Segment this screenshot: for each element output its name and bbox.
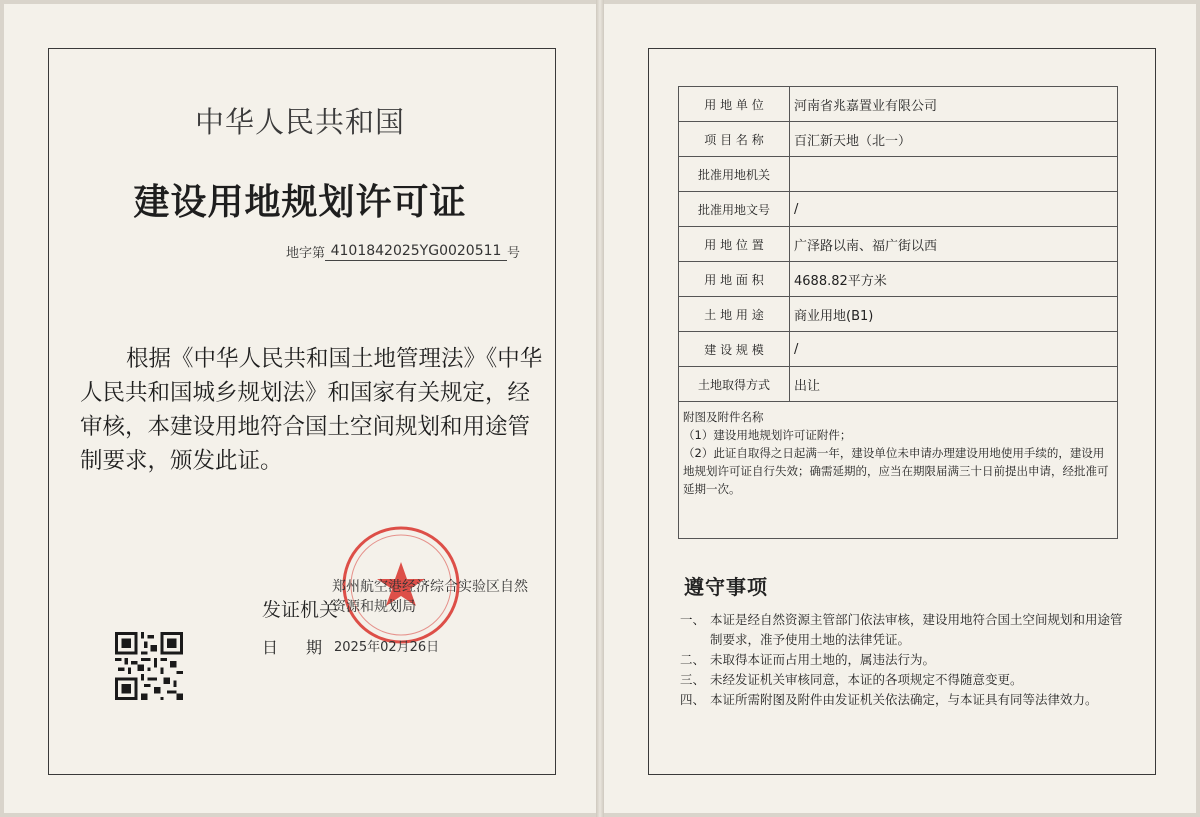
table-row (679, 87, 1118, 122)
row-label: 土 地 用 途 (679, 297, 790, 332)
attachment-item: （1）建设用地规划许可证附件； (683, 428, 852, 442)
attachment-item: （2）此证自取得之日起满一年，建设单位未申请办理建设用地使用手续的，建设用地规划许可证自行失效；确需延期的，应当在期限届满三十日前提出申请，经批准可延期一次。 (683, 446, 1109, 496)
table-row (679, 262, 1118, 297)
table-row (679, 332, 1118, 367)
attachments-row (679, 402, 1118, 539)
date-label-part-2: 期 (305, 638, 322, 657)
notice-text: 未经发证机关审核同意，本证的各项规定不得随意变更。 (710, 672, 1023, 687)
issuer-name: 郑州航空港经济综合实验区自然资源和规划局 (332, 579, 528, 615)
date-label-part-1: 日 (262, 638, 279, 657)
notice-number: 四、 (680, 692, 706, 707)
notice-number: 一、 (680, 612, 706, 627)
page-fold (596, 0, 604, 817)
issuer-label: 发证机关 (262, 599, 339, 621)
notice-number: 三、 (680, 672, 706, 687)
notice-title: 遵守事项 (684, 575, 768, 599)
notice-text: 本证是经自然资源主管部门依法审核，建设用地符合国土空间规划和用途管制要求，准予使用土地的法律凭证。 (710, 612, 1123, 647)
cert-prefix: 地字第 (286, 246, 326, 261)
row-label: 土地取得方式 (679, 367, 790, 402)
row-label: 用 地 单 位 (679, 87, 790, 122)
list-item (680, 610, 1130, 650)
row-label: 用 地 位 置 (679, 227, 790, 262)
row-value (790, 157, 1118, 192)
table-row (679, 367, 1118, 402)
row-value: 广泽路以南、福广街以西 (790, 227, 1118, 262)
row-value: / (790, 192, 1118, 227)
row-value: 出让 (790, 367, 1118, 402)
notice-list (680, 610, 1130, 710)
row-label: 项 目 名 称 (679, 122, 790, 157)
table-row (679, 297, 1118, 332)
certificate-number (286, 242, 520, 261)
table-row (679, 192, 1118, 227)
notice-number: 二、 (680, 652, 706, 667)
cert-suffix: 号 (507, 246, 521, 261)
right-page (604, 4, 1196, 813)
row-label: 建 设 规 模 (679, 332, 790, 367)
certificate-title: 建设用地规划许可证 (133, 182, 467, 223)
attachments-cell (679, 402, 1118, 539)
row-value: 百汇新天地（北一） (790, 122, 1118, 157)
list-item (680, 670, 1130, 690)
row-value: 4688.82平方米 (790, 262, 1118, 297)
attachments-title: 附图及附件名称 (683, 410, 764, 424)
notice-text: 未取得本证而占用土地的，属违法行为。 (710, 652, 936, 667)
issue-date: 2025年02月26日 (334, 640, 440, 655)
row-value: 商业用地(B1) (790, 297, 1118, 332)
country-name: 中华人民共和国 (194, 105, 405, 139)
date-label (262, 635, 322, 658)
row-value: 河南省兆嘉置业有限公司 (790, 87, 1118, 122)
certificate-body-text: 根据《中华人民共和国土地管理法》《中华人民共和国城乡规划法》和国家有关规定，经审核，本建设用地符合国土空间规划和用途管制要求，颁发此证。 (80, 346, 543, 474)
qr-code-icon[interactable] (112, 632, 186, 700)
left-page (4, 4, 596, 813)
list-item (680, 650, 1130, 670)
list-item (680, 690, 1130, 710)
table-row (679, 157, 1118, 192)
row-label: 用 地 面 积 (679, 262, 790, 297)
land-info-table (678, 86, 1118, 539)
cert-number-value: 4101842025YG0020511 (325, 243, 507, 261)
table-row (679, 122, 1118, 157)
row-value: / (790, 332, 1118, 367)
row-label: 批准用地机关 (679, 157, 790, 192)
table-row (679, 227, 1118, 262)
notice-text: 本证所需附图及附件由发证机关依法确定，与本证具有同等法律效力。 (710, 692, 1098, 707)
row-label: 批准用地文号 (679, 192, 790, 227)
